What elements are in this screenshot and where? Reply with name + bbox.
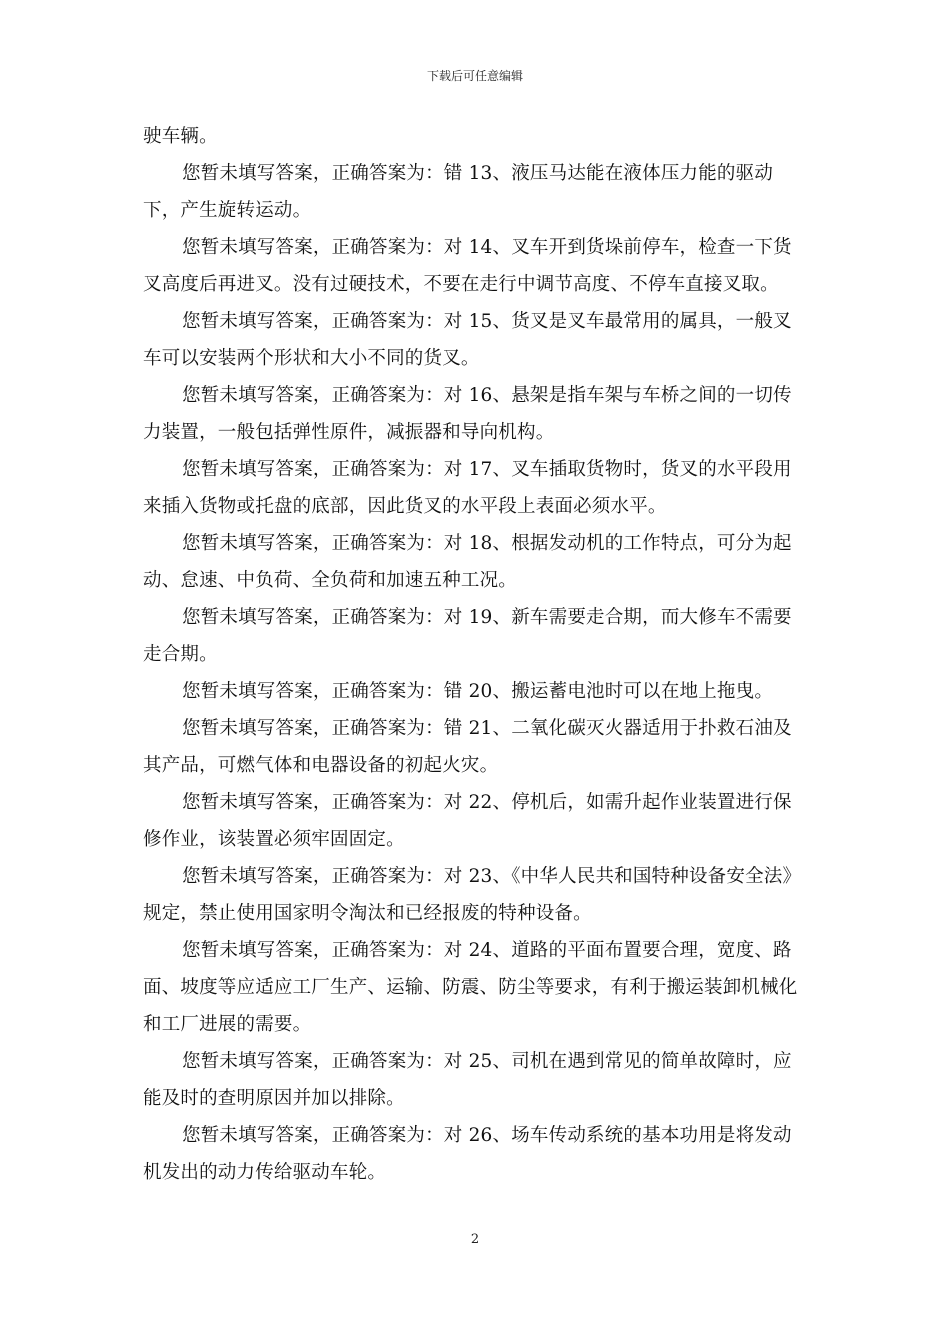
paragraph: 您暂未填写答案，正确答案为：对 15、货叉是叉车最常用的属具，一般叉车可以安装两个形状和大小不同的货叉。 bbox=[143, 311, 792, 369]
paragraph: 您暂未填写答案，正确答案为：对 24、道路的平面布置要合理，宽度、路面、坡度等应适应工厂生产、运输、防震、防尘等要求，有利于搬运装卸机械化和工厂进展的需要。 bbox=[143, 940, 798, 1035]
paragraph: 您暂未填写答案，正确答案为：对 17、叉车插取货物时，货叉的水平段用来插入货物或托盘的底部，因此货叉的水平段上表面必须水平。 bbox=[143, 459, 792, 517]
paragraph: 您暂未填写答案，正确答案为：对 23、《中华人民共和国特种设备安全法》规定，禁止使用国家明令淘汰和已经报废的特种设备。 bbox=[143, 866, 802, 924]
paragraph: 您暂未填写答案，正确答案为：对 14、叉车开到货垛前停车，检查一下货叉高度后再进叉。没有过硬技术，不要在走行中调节高度、不停车直接叉取。 bbox=[143, 237, 792, 295]
paragraph: 您暂未填写答案，正确答案为：对 19、新车需要走合期，而大修车不需要走合期。 bbox=[143, 607, 792, 665]
paragraph: 您暂未填写答案，正确答案为：对 25、司机在遇到常见的简单故障时，应能及时的查明原因并加以排除。 bbox=[143, 1051, 792, 1109]
page-number: 2 bbox=[470, 1232, 480, 1247]
paragraph: 您暂未填写答案，正确答案为：错 13、液压马达能在液体压力能的驱动下，产生旋转运动。 bbox=[143, 163, 774, 221]
paragraph: 您暂未填写答案，正确答案为：错 21、二氧化碳灭火器适用于扑救石油及其产品，可燃气体和电器设备的初起火灾。 bbox=[143, 718, 792, 776]
paragraph: 您暂未填写答案，正确答案为：对 16、悬架是指车架与车桥之间的一切传力装置，一般包括弹性原件，减振器和导向机构。 bbox=[143, 385, 792, 443]
paragraph: 您暂未填写答案，正确答案为：对 22、停机后，如需升起作业装置进行保修作业，该装置必须牢固固定。 bbox=[143, 792, 792, 850]
paragraph: 您暂未填写答案，正确答案为：对 26、场车传动系统的基本功用是将发动机发出的动力传给驱动车轮。 bbox=[143, 1125, 792, 1183]
paragraph: 驶车辆。 bbox=[143, 126, 218, 147]
paragraph: 您暂未填写答案，正确答案为：错 20、搬运蓄电池时可以在地上拖曳。 bbox=[182, 681, 774, 702]
page-header: 下载后可任意编辑 bbox=[426, 69, 523, 83]
document-body bbox=[143, 118, 807, 1191]
paragraph: 您暂未填写答案，正确答案为：对 18、根据发动机的工作特点，可分为起动、怠速、中负荷、全负荷和加速五种工况。 bbox=[143, 533, 792, 591]
